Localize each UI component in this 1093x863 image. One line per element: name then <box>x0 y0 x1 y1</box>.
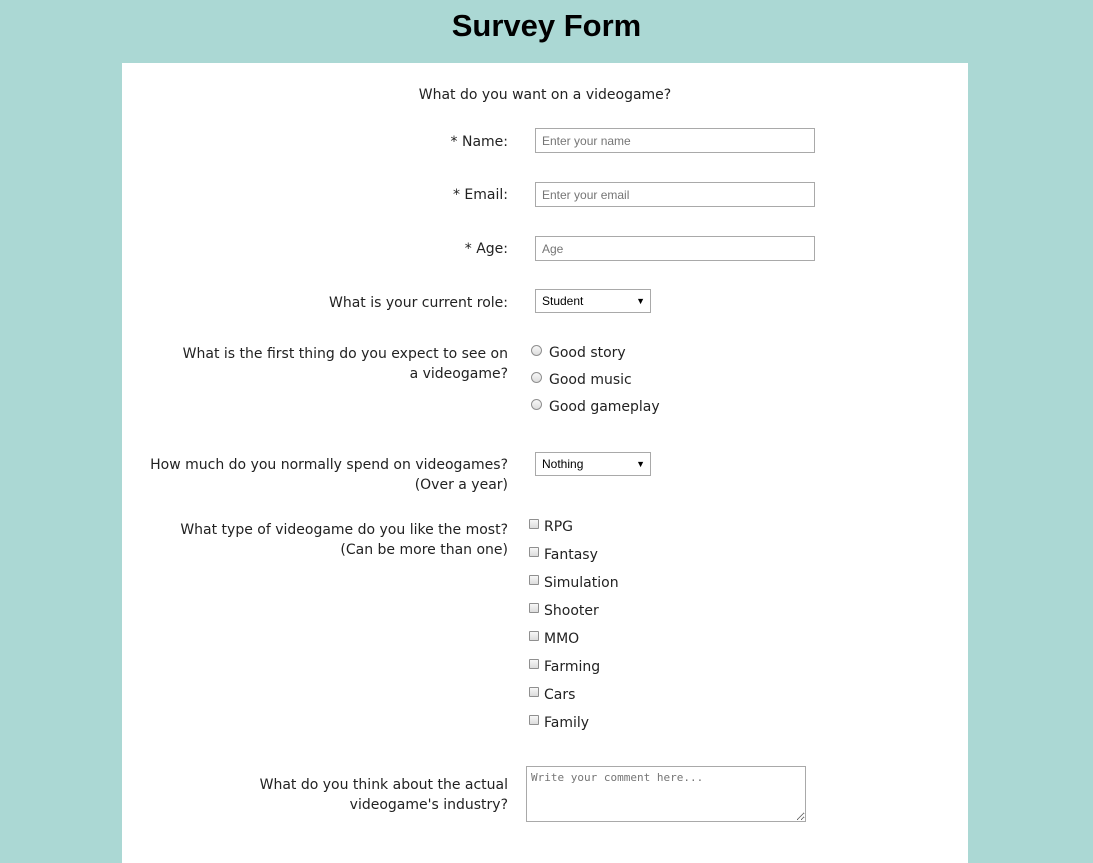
checkbox-icon[interactable] <box>529 547 539 557</box>
genres-label-line1: What type of videogame do you like the most? <box>180 522 508 538</box>
role-select-value: Student <box>542 294 584 308</box>
checkbox-icon[interactable] <box>529 631 539 641</box>
spend-label-line2: (Over a year) <box>414 477 508 493</box>
checkbox-icon[interactable] <box>529 715 539 725</box>
checkbox-option-label: Simulation <box>544 575 619 591</box>
spend-label-line1: How much do you normally spend on videogames? <box>150 457 508 473</box>
first-thing-label: What is the first thing do you expect to see on a videogame? <box>182 346 508 382</box>
comment-textarea[interactable] <box>526 766 806 822</box>
checkbox-option-label: Fantasy <box>544 547 598 563</box>
checkbox-option-label: Cars <box>544 687 576 703</box>
radio-icon[interactable] <box>531 345 542 356</box>
email-input[interactable] <box>535 182 815 207</box>
checkbox-icon[interactable] <box>529 687 539 697</box>
checkbox-option[interactable] <box>529 714 589 732</box>
radio-icon[interactable] <box>531 372 542 383</box>
spend-select[interactable] <box>535 452 651 476</box>
checkbox-option[interactable] <box>529 686 575 704</box>
checkbox-option[interactable] <box>529 658 600 676</box>
checkbox-option[interactable] <box>529 574 619 592</box>
spend-label <box>150 455 508 495</box>
chevron-down-icon: ▼ <box>636 459 645 469</box>
radio-icon[interactable] <box>531 399 542 410</box>
name-label: * Name: <box>450 134 508 150</box>
checkbox-option[interactable] <box>529 630 579 648</box>
checkbox-option-label: RPG <box>544 519 574 535</box>
checkbox-option-label: MMO <box>544 631 580 647</box>
radio-option[interactable] <box>531 371 632 389</box>
spend-select-value: Nothing <box>542 457 584 471</box>
email-label: * Email: <box>452 187 508 203</box>
comment-label: What do you think about the actual videogame's industry? <box>259 777 508 813</box>
role-label: What is your current role: <box>329 295 508 311</box>
genres-label-line2: (Can be more than one) <box>340 542 508 558</box>
radio-option-label: Good gameplay <box>549 399 660 415</box>
chevron-down-icon: ▼ <box>636 296 645 306</box>
checkbox-option[interactable] <box>529 546 598 564</box>
checkbox-icon[interactable] <box>529 519 539 529</box>
radio-option[interactable] <box>531 398 660 416</box>
form-intro: What do you want on a videogame? <box>418 87 672 103</box>
checkbox-icon[interactable] <box>529 659 539 669</box>
checkbox-icon[interactable] <box>529 603 539 613</box>
checkbox-option[interactable] <box>529 518 573 536</box>
role-select[interactable] <box>535 289 651 313</box>
checkbox-option[interactable] <box>529 602 599 620</box>
survey-form <box>122 63 968 863</box>
page-title: Survey Form <box>451 8 642 43</box>
checkbox-option-label: Farming <box>544 659 601 675</box>
name-input[interactable] <box>535 128 815 153</box>
radio-option[interactable] <box>531 344 626 362</box>
checkbox-option-label: Family <box>544 715 590 731</box>
genres-label <box>180 520 508 560</box>
age-label: * Age: <box>464 241 508 257</box>
checkbox-icon[interactable] <box>529 575 539 585</box>
radio-option-label: Good music <box>549 372 632 388</box>
age-input[interactable] <box>535 236 815 261</box>
checkbox-option-label: Shooter <box>544 603 599 619</box>
radio-option-label: Good story <box>549 345 626 361</box>
